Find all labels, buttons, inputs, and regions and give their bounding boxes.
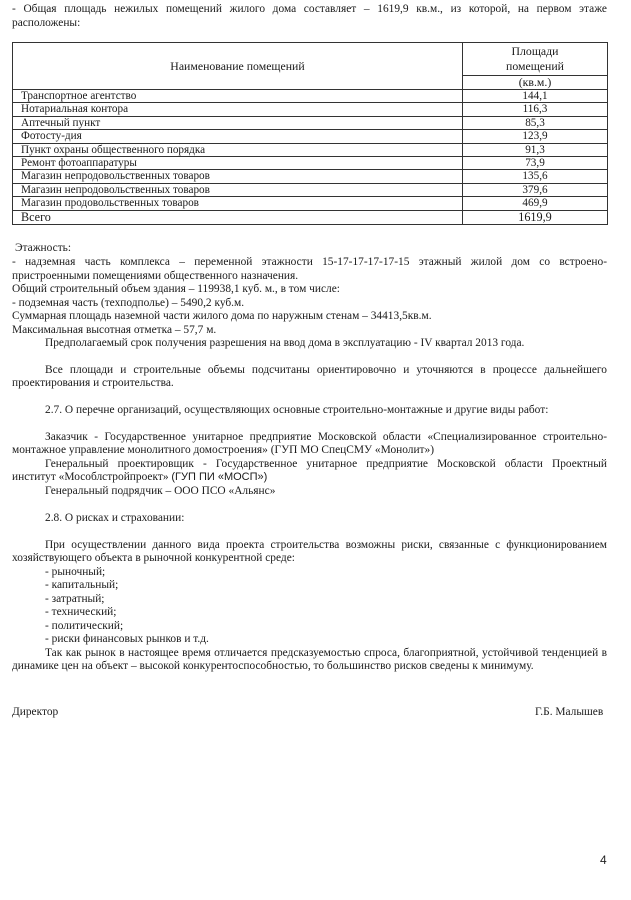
- risk-item: - рыночный;: [45, 566, 106, 578]
- table-header-row: [13, 43, 608, 76]
- ground-area-total: Суммарная площадь наземной части жилого дома по наружным стенам – 34413,5кв.м.: [12, 310, 432, 322]
- table-total-row: [13, 210, 608, 224]
- row-name: Пункт охраны общественного порядка: [13, 143, 463, 156]
- row-area: 379,6: [463, 183, 608, 196]
- designer-institute: институт «Мособлстройпроект»: [12, 471, 172, 483]
- risk-item: - затратный;: [45, 593, 105, 605]
- table-row: [13, 130, 608, 143]
- table-row: [13, 183, 608, 196]
- row-area: 469,9: [463, 197, 608, 210]
- risks-intro-line: хозяйствующего объекта в рыночной конкурентной среде:: [12, 552, 295, 564]
- row-name: Магазин продовольственных товаров: [13, 197, 463, 210]
- header-premises-name: Наименование помещений: [13, 43, 463, 90]
- table-row: [13, 143, 608, 156]
- general-contractor: Генеральный подрядчик – ООО ПСО «Альянс»: [45, 485, 276, 497]
- premises-table: [12, 42, 608, 225]
- total-area: 1619,9: [463, 210, 608, 224]
- note-line: Все площади и строительные объемы подсчитаны ориентировочно и уточняются в процессе дальнейшего: [45, 364, 607, 376]
- row-name: Магазин непродовольственных товаров: [13, 170, 463, 183]
- table-row: [13, 116, 608, 129]
- table-row: [13, 103, 608, 116]
- floors-line: - надземная часть комплекса – переменной этажности 15-17-17-17-17-15 этажный жилой дом со встроено-: [12, 256, 607, 268]
- total-label: Всего: [13, 210, 463, 224]
- risks-intro-line: При осуществлении данного вида проекта строительства возможны риски, связанные с функционированием: [45, 539, 607, 551]
- risk-item: - капитальный;: [45, 579, 119, 591]
- underground-volume: - подземная часть (техподполье) – 5490,2 куб.м.: [12, 297, 245, 309]
- table-row: [13, 197, 608, 210]
- row-name: Транспортное агентство: [13, 90, 463, 103]
- designer-abbrev: (ГУП ПИ «МОСП»): [171, 471, 268, 483]
- row-area: 73,9: [463, 157, 608, 170]
- row-area: 91,3: [463, 143, 608, 156]
- row-name: Аптечный пункт: [13, 116, 463, 129]
- permit-date: Предполагаемый срок получения разрешения на ввод дома в эксплуатацию - IV квартал 2013 года.: [45, 337, 525, 349]
- row-name: Ремонт фотоаппаратуры: [13, 157, 463, 170]
- header-area-line: помещений: [506, 59, 564, 73]
- conclusion-line: динамике цен на объект – высокой конкурентоспособностью, то большинство рисков сведены к минимуму.: [12, 660, 534, 672]
- signature-title: Директор: [12, 706, 59, 718]
- conclusion-line: Так как рынок в настоящее время отличается предсказуемостью спроса, благоприятной, устойчивой тенденцией в: [45, 647, 607, 659]
- customer-line: монтажное управление монолитного домостроения» (ГУП МО СпецСМУ «Монолит»): [12, 444, 435, 456]
- floors-title: Этажность:: [15, 242, 72, 254]
- section-27-heading: 2.7. О перечне организаций, осуществляющих основные строительно-монтажные и другие виды работ:: [45, 404, 549, 416]
- header-area-line: Площади: [511, 44, 559, 58]
- note-line: проектирования и строительства.: [12, 377, 174, 389]
- building-volume: Общий строительный объем здания – 119938,1 куб. м., в том числе:: [12, 283, 340, 295]
- header-unit: (кв.м.): [463, 76, 608, 90]
- row-name: Фотосту-дия: [13, 130, 463, 143]
- risk-item: - технический;: [45, 606, 117, 618]
- section-28-heading: 2.8. О рисках и страховании:: [45, 512, 185, 524]
- risk-item: - политический;: [45, 620, 124, 632]
- row-area: 85,3: [463, 116, 608, 129]
- designer-line: Генеральный проектировщик - Государственное унитарное предприятие Московской области Проектный: [45, 458, 607, 470]
- signature-name: Г.Б. Малышев: [535, 706, 604, 718]
- max-height: Максимальная высотная отметка – 57,7 м.: [12, 324, 217, 336]
- row-area: 135,6: [463, 170, 608, 183]
- row-name: Нотариальная контора: [13, 103, 463, 116]
- floors-line: пристроенными помещениями общественного назначения.: [12, 270, 299, 282]
- row-area: 144,1: [463, 90, 608, 103]
- risk-item: - риски финансовых рынков и т.д.: [45, 633, 209, 645]
- row-area: 123,9: [463, 130, 608, 143]
- table-row: [13, 157, 608, 170]
- table-row: [13, 170, 608, 183]
- row-area: 116,3: [463, 103, 608, 116]
- intro-line: - Общая площадь нежилых помещений жилого дома составляет – 1619,9 кв.м., из которой, на первом этаже: [12, 3, 607, 15]
- row-name: Магазин непродовольственных товаров: [13, 183, 463, 196]
- intro-line: расположены:: [12, 17, 81, 29]
- customer-line: Заказчик - Государственное унитарное предприятие Московской области «Специализированное строительно-: [45, 431, 607, 443]
- designer-line: [12, 471, 267, 484]
- header-area: [463, 43, 608, 76]
- page-number: 4: [600, 853, 607, 867]
- table-row: [13, 90, 608, 103]
